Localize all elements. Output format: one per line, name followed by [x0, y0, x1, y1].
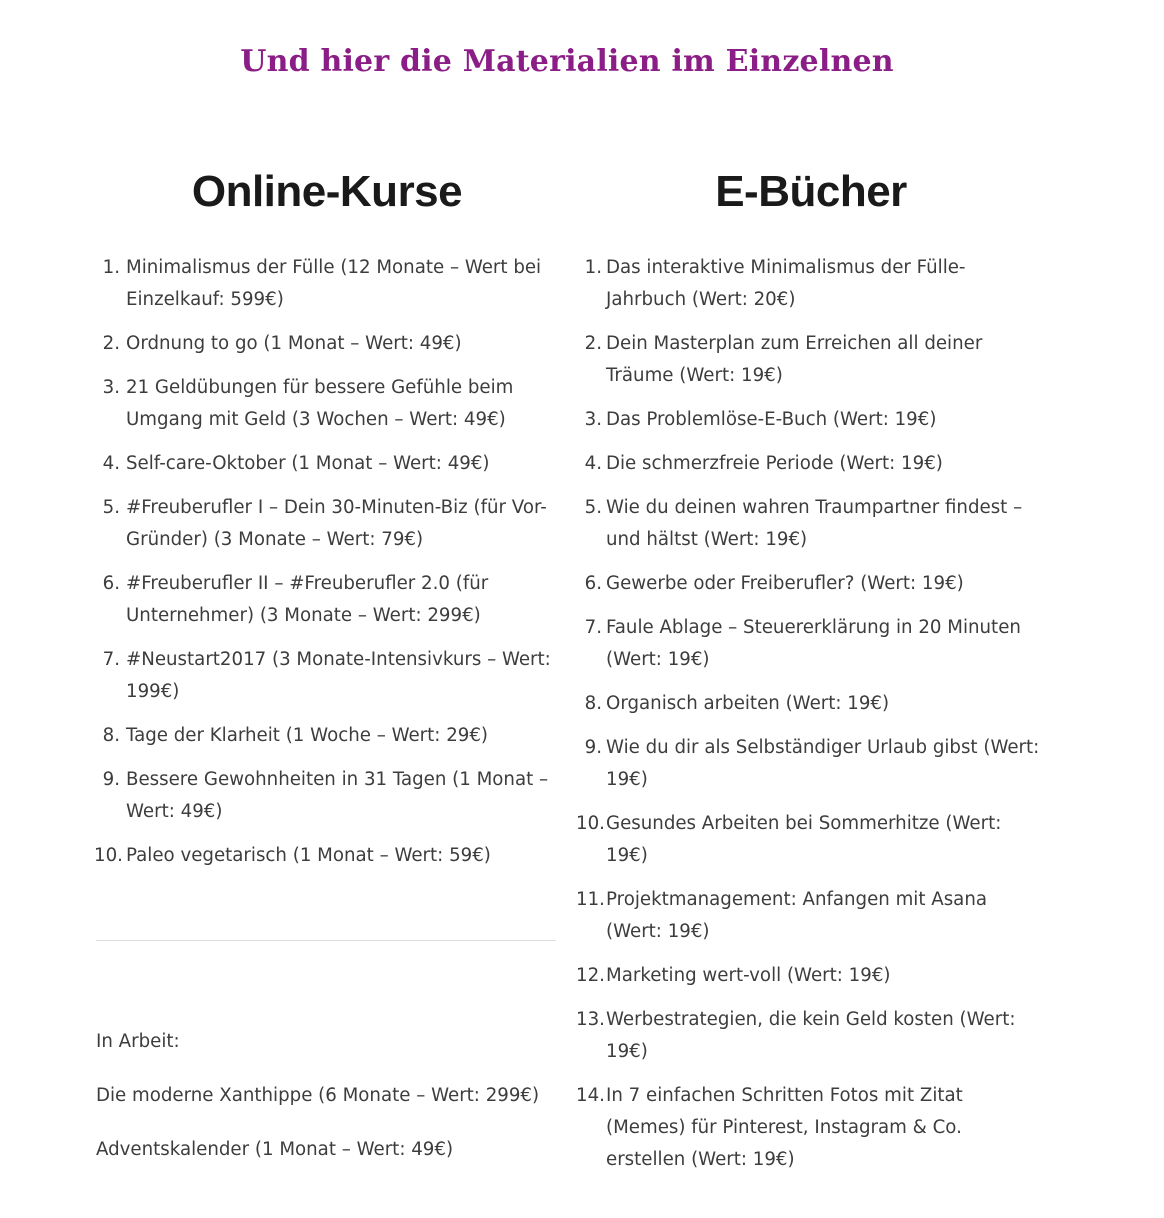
course-item [96, 840, 558, 872]
item-number: 1. [102, 257, 120, 278]
item-number: 5. [584, 497, 602, 518]
item-number: 7. [102, 649, 120, 670]
page-title: Und hier die Materialien im Einzelnen [240, 44, 894, 79]
item-text: Bessere Gewohnheiten in 31 Tagen (1 Monat – Wert: 49€) [126, 769, 549, 822]
item-number: 6. [584, 573, 602, 594]
course-item [96, 644, 558, 708]
ebook-item [576, 688, 1046, 720]
item-number: 3. [102, 377, 120, 398]
ebook-item [576, 448, 1046, 480]
item-text: Wie du dir als Selbständiger Urlaub gibst (Wert: 19€) [606, 737, 1040, 790]
item-text: Minimalismus der Fülle (12 Monate – Wert bei Einzelkauf: 599€) [126, 257, 542, 310]
item-number: 12. [576, 965, 605, 986]
ebook-item [576, 732, 1046, 796]
item-text: In 7 einfachen Schritten Fotos mit Zitat (Memes) für Pinterest, Instagram & Co. erstellen (Wert: 19€) [606, 1085, 963, 1170]
item-text: Organisch arbeiten (Wert: 19€) [606, 693, 890, 714]
item-number: 4. [584, 453, 602, 474]
item-text: Projektmanagement: Anfangen mit Asana (Wert: 19€) [606, 889, 988, 942]
course-item [96, 252, 558, 316]
ebook-item [576, 252, 1046, 316]
item-text: Die schmerzfreie Periode (Wert: 19€) [606, 453, 943, 474]
item-text: 21 Geldübungen für bessere Gefühle beim Umgang mit Geld (3 Wochen – Wert: 49€) [126, 377, 514, 430]
in-progress-label: In Arbeit: [96, 1031, 180, 1052]
item-text: Das Problemlöse-E-Buch (Wert: 19€) [606, 409, 937, 430]
ebook-item [576, 960, 1046, 992]
section-divider [96, 940, 556, 941]
item-text: Gesundes Arbeiten bei Sommerhitze (Wert: 19€) [606, 813, 1002, 866]
ebook-item [576, 492, 1046, 556]
item-number: 8. [102, 725, 120, 746]
online-courses-list [96, 252, 558, 872]
item-text: Paleo vegetarisch (1 Monat – Wert: 59€) [126, 845, 491, 866]
item-number: 9. [584, 737, 602, 758]
item-text: Self-care-Oktober (1 Monat – Wert: 49€) [126, 453, 490, 474]
item-text: #Freuberufler II – #Freuberufler 2.0 (für Unternehmer) (3 Monate – Wert: 299€) [126, 573, 489, 626]
item-number: 5. [102, 497, 120, 518]
item-number: 2. [584, 333, 602, 354]
item-number: 3. [584, 409, 602, 430]
item-text: Marketing wert-voll (Wert: 19€) [606, 965, 891, 986]
course-item [96, 568, 558, 632]
course-item [96, 492, 558, 556]
item-text: #Neustart2017 (3 Monate-Intensivkurs – Wert: 199€) [126, 649, 551, 702]
item-number: 6. [102, 573, 120, 594]
item-number: 10. [576, 813, 605, 834]
ebook-item [576, 808, 1046, 872]
item-text: Wie du deinen wahren Traumpartner findest – und hältst (Wert: 19€) [606, 497, 1023, 550]
item-text: Faule Ablage – Steuererklärung in 20 Minuten (Wert: 19€) [606, 617, 1021, 670]
course-item [96, 764, 558, 828]
item-number: 4. [102, 453, 120, 474]
ebook-item [576, 1004, 1046, 1068]
item-text: Werbestrategien, die kein Geld kosten (Wert: 19€) [606, 1009, 1016, 1062]
ebooks-heading: E-Bücher [715, 167, 907, 216]
item-number: 1. [584, 257, 602, 278]
ebooks-list [576, 252, 1046, 1176]
ebook-item [576, 1080, 1046, 1176]
in-progress-item: Die moderne Xanthippe (6 Monate – Wert: 299€) [96, 1085, 540, 1106]
item-number: 14. [576, 1085, 605, 1106]
ebook-item [576, 328, 1046, 392]
item-number: 2. [102, 333, 120, 354]
item-number: 9. [102, 769, 120, 790]
course-item [96, 328, 558, 360]
in-progress-item: Adventskalender (1 Monat – Wert: 49€) [96, 1139, 454, 1160]
course-item [96, 448, 558, 480]
item-text: Dein Masterplan zum Erreichen all deiner Träume (Wert: 19€) [606, 333, 983, 386]
item-number: 13. [576, 1009, 605, 1030]
ebooks-section [576, 160, 1046, 1188]
ebook-item [576, 404, 1046, 436]
item-number: 10. [94, 845, 123, 866]
item-text: Das interaktive Minimalismus der Fülle-Jahrbuch (Wert: 20€) [606, 257, 966, 310]
item-number: 8. [584, 693, 602, 714]
item-text: Tage der Klarheit (1 Woche – Wert: 29€) [126, 725, 489, 746]
online-courses-heading: Online-Kurse [191, 167, 463, 216]
item-text: #Freuberufler I – Dein 30-Minuten-Biz (für Vor-Gründer) (3 Monate – Wert: 79€) [126, 497, 547, 550]
online-courses-section [96, 160, 558, 884]
item-number: 7. [584, 617, 602, 638]
ebook-item [576, 612, 1046, 676]
course-item [96, 720, 558, 752]
course-item [96, 372, 558, 436]
ebook-item [576, 568, 1046, 600]
item-text: Gewerbe oder Freiberufler? (Wert: 19€) [606, 573, 964, 594]
item-text: Ordnung to go (1 Monat – Wert: 49€) [126, 333, 462, 354]
ebook-item [576, 884, 1046, 948]
item-number: 11. [576, 889, 605, 910]
